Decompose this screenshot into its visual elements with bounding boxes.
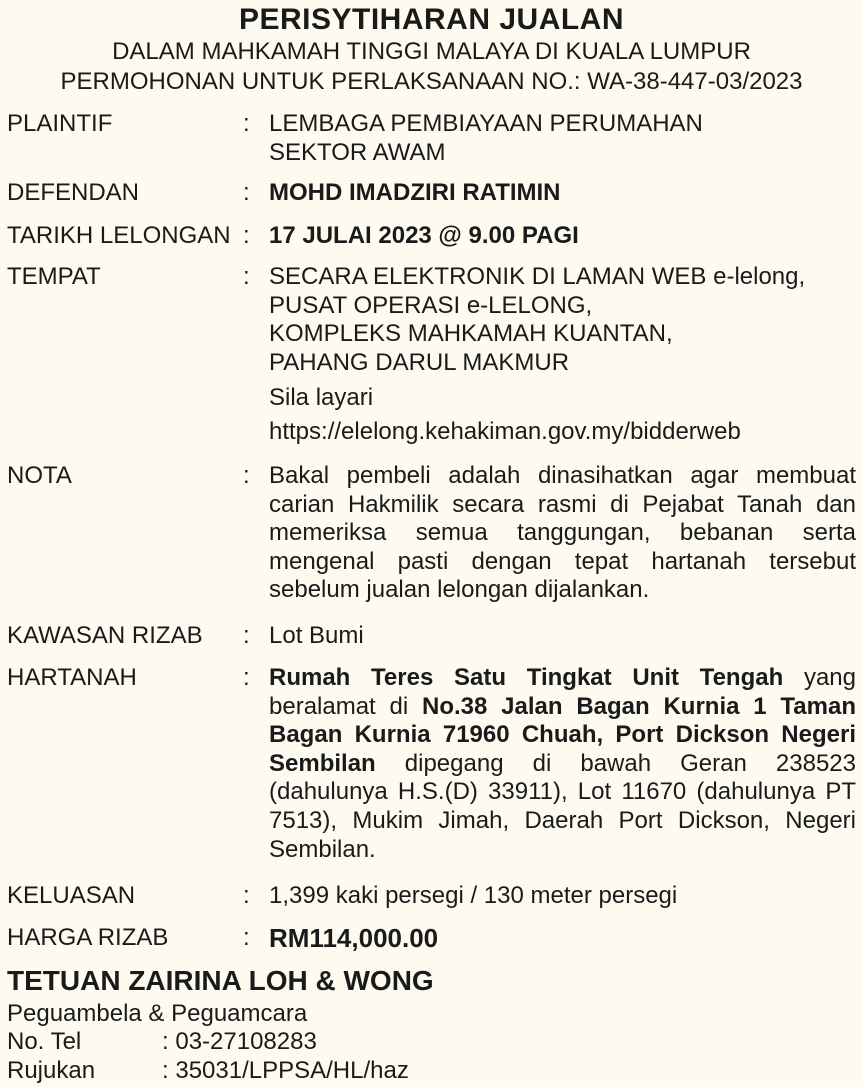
phone-label: No. Tel <box>7 1028 82 1055</box>
phone-value-wrap <box>162 1028 317 1056</box>
plaintiff-line: LEMBAGA PEMBIAYAAN PERUMAHAN <box>269 110 703 137</box>
area-value: 1,399 kaki persegi / 130 meter persegi <box>269 882 678 909</box>
law-firm-role: Peguambela & Peguamcara <box>7 1000 308 1027</box>
separator: : <box>162 1028 169 1055</box>
defendant-value: MOHD IMADZIRI RATIMIN <box>269 179 561 206</box>
venue-line: KOMPLEKS MAHKAMAH KUANTAN, <box>269 320 673 348</box>
separator: : <box>243 179 250 206</box>
venue-line: PUSAT OPERASI e-LELONG, <box>269 291 593 319</box>
area-label: KELUASAN <box>7 882 136 909</box>
separator: : <box>243 882 250 909</box>
separator: : <box>243 924 250 951</box>
property-text: yang beralamat di <box>269 664 856 720</box>
venue-line: SECARA ELEKTRONIK DI LAMAN WEB e-lelong, <box>269 263 806 290</box>
reserve-area-label: KAWASAN RIZAB <box>7 622 203 649</box>
notice-title: PERISYTIHARAN JUALAN <box>238 3 625 36</box>
separator: : <box>243 462 250 489</box>
law-firm-name: TETUAN ZAIRINA LOH & WONG <box>7 965 434 996</box>
reference-value: 35031/LPPSA/HL/haz <box>175 1057 409 1084</box>
application-number: PERMOHONAN UNTUK PERLAKSANAAN NO.: WA-38-447-03/2023 <box>60 68 803 95</box>
property-type: Rumah Teres Satu Tingkat Unit Tengah <box>269 664 784 691</box>
auction-url-link[interactable]: https://elelong.kehakiman.gov.my/bidderweb <box>269 417 741 445</box>
court-name: DALAM MAHKAMAH TINGGI MALAYA DI KUALA LUMPUR <box>112 38 751 65</box>
separator: : <box>243 664 250 691</box>
reference-value-wrap <box>162 1057 409 1085</box>
reserve-price-label: HARGA RIZAB <box>7 924 169 951</box>
auction-date-value: 17 JULAI 2023 @ 9.00 PAGI <box>269 222 579 249</box>
visit-label: Sila layari <box>269 384 374 412</box>
plaintiff-value <box>269 110 856 167</box>
plaintiff-label: PLAINTIF <box>7 110 113 137</box>
plaintiff-line: SEKTOR AWAM <box>269 138 446 166</box>
reference-label: Rujukan <box>7 1057 96 1084</box>
separator: : <box>243 222 250 249</box>
note-value: Bakal pembeli adalah dinasihatkan agar membuat carian Hakmilik secara rasmi di Pejabat Tanah dan memeriksa semua tanggungan, bebanan serta mengenal pasti dengan tepat hartanah tersebut sebelum jualan lelongan dijalankan. <box>269 462 856 604</box>
defendant-label: DEFENDAN <box>7 179 140 206</box>
separator: : <box>243 263 250 290</box>
venue-line: PAHANG DARUL MAKMUR <box>269 348 570 376</box>
separator: : <box>162 1057 169 1084</box>
note-label: NOTA <box>7 462 72 489</box>
reserve-area-value: Lot Bumi <box>269 622 364 649</box>
property-label: HARTANAH <box>7 664 137 691</box>
property-title-details: dipegang di bawah Geran 238523 (dahulunya H.S.(D) 33911), Lot 11670 (dahulunya PT 7513), Mukim Jimah, Daerah Port Dickson, Negeri Sembilan. <box>269 749 856 863</box>
property-address: No.38 Jalan Bagan Kurnia 1 Taman Bagan Kurnia 71960 Chuah, Port Dickson Negeri Sembilan <box>269 692 856 777</box>
venue-value <box>269 263 856 447</box>
separator: : <box>243 622 250 649</box>
venue-label: TEMPAT <box>7 263 101 290</box>
property-value <box>269 664 856 864</box>
phone-value: 03-27108283 <box>175 1028 317 1055</box>
reserve-price-value: RM114,000.00 <box>269 923 439 953</box>
auction-date-label: TARIKH LELONGAN <box>7 222 231 249</box>
separator: : <box>243 110 250 137</box>
